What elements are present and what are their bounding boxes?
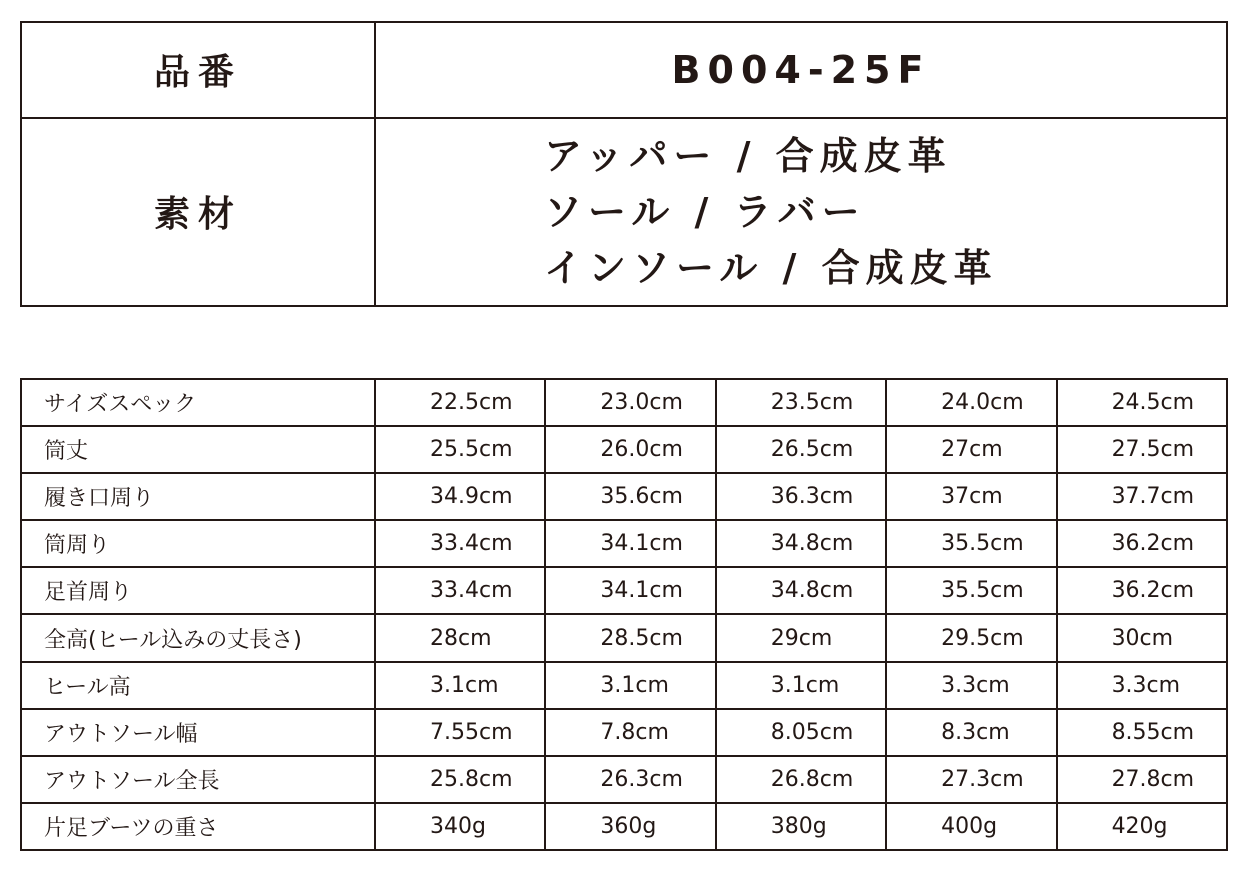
spec-cell: 29.5cm [886, 614, 1056, 661]
product-code-value: B004-25F [375, 22, 1227, 118]
spec-cell: 34.1cm [545, 520, 715, 567]
spec-row-label: アウトソール全長 [21, 756, 375, 803]
spec-cell: 33.4cm [375, 567, 545, 614]
spec-row-label: 足首周り [21, 567, 375, 614]
product-code-row [21, 22, 1227, 118]
spec-cell: 3.1cm [716, 662, 886, 709]
spec-cell: 28cm [375, 614, 545, 661]
spec-row-label: 全高(ヒール込みの丈長さ) [21, 614, 375, 661]
spec-row [21, 803, 1227, 850]
spec-row [21, 379, 1227, 426]
spec-cell: 24.0cm [886, 379, 1056, 426]
spec-cell: 27cm [886, 426, 1056, 473]
spec-cell: 23.0cm [545, 379, 715, 426]
spec-cell: 26.3cm [545, 756, 715, 803]
spec-cell: 27.3cm [886, 756, 1056, 803]
spec-cell: 33.4cm [375, 520, 545, 567]
spec-row-label: ヒール高 [21, 662, 375, 709]
spec-row [21, 567, 1227, 614]
spec-cell: 27.5cm [1057, 426, 1227, 473]
spec-row-label: 履き口周り [21, 473, 375, 520]
spec-cell: 8.05cm [716, 709, 886, 756]
size-spec-body [21, 379, 1227, 850]
material-row [21, 118, 1227, 306]
spec-row-label: アウトソール幅 [21, 709, 375, 756]
spec-cell: 400g [886, 803, 1056, 850]
spec-row [21, 473, 1227, 520]
spec-cell: 35.6cm [545, 473, 715, 520]
product-code-label: 品番 [21, 22, 375, 118]
spec-cell: 3.3cm [1057, 662, 1227, 709]
spec-row [21, 426, 1227, 473]
spec-cell: 37.7cm [1057, 473, 1227, 520]
spec-cell: 37cm [886, 473, 1056, 520]
spec-cell: 34.9cm [375, 473, 545, 520]
spec-cell: 7.8cm [545, 709, 715, 756]
spec-cell: 8.55cm [1057, 709, 1227, 756]
spec-row-label: サイズスペック [21, 379, 375, 426]
product-info-table [20, 21, 1228, 307]
material-sole: ソール / ラバー [544, 189, 866, 234]
material-upper: アッパー / 合成皮革 [544, 133, 952, 178]
spec-cell: 36.3cm [716, 473, 886, 520]
spec-cell: 22.5cm [375, 379, 545, 426]
size-spec-table [20, 378, 1228, 851]
spec-cell: 23.5cm [716, 379, 886, 426]
spec-row-label: 片足ブーツの重さ [21, 803, 375, 850]
spec-cell: 420g [1057, 803, 1227, 850]
spec-cell: 24.5cm [1057, 379, 1227, 426]
spec-row-label: 筒丈 [21, 426, 375, 473]
spec-cell: 34.8cm [716, 520, 886, 567]
spec-row [21, 614, 1227, 661]
spec-cell: 3.1cm [375, 662, 545, 709]
material-insole: インソール / 合成皮革 [544, 245, 998, 290]
spec-cell: 29cm [716, 614, 886, 661]
spec-cell: 30cm [1057, 614, 1227, 661]
spec-row [21, 662, 1227, 709]
spec-cell: 8.3cm [886, 709, 1056, 756]
spec-cell: 34.8cm [716, 567, 886, 614]
spec-cell: 3.3cm [886, 662, 1056, 709]
spec-cell: 26.8cm [716, 756, 886, 803]
spec-cell: 34.1cm [545, 567, 715, 614]
spec-cell: 380g [716, 803, 886, 850]
spec-cell: 35.5cm [886, 567, 1056, 614]
spec-row [21, 520, 1227, 567]
spec-cell: 26.0cm [545, 426, 715, 473]
spec-cell: 26.5cm [716, 426, 886, 473]
material-value [375, 118, 1227, 306]
spec-cell: 27.8cm [1057, 756, 1227, 803]
spec-cell: 25.5cm [375, 426, 545, 473]
spec-cell: 25.8cm [375, 756, 545, 803]
spec-cell: 36.2cm [1057, 520, 1227, 567]
spec-cell: 360g [545, 803, 715, 850]
spec-row-label: 筒周り [21, 520, 375, 567]
spec-cell: 36.2cm [1057, 567, 1227, 614]
spec-cell: 28.5cm [545, 614, 715, 661]
spec-cell: 7.55cm [375, 709, 545, 756]
spec-cell: 3.1cm [545, 662, 715, 709]
spec-row [21, 709, 1227, 756]
material-label: 素材 [21, 118, 375, 306]
spec-cell: 35.5cm [886, 520, 1056, 567]
spec-row [21, 756, 1227, 803]
spec-cell: 340g [375, 803, 545, 850]
